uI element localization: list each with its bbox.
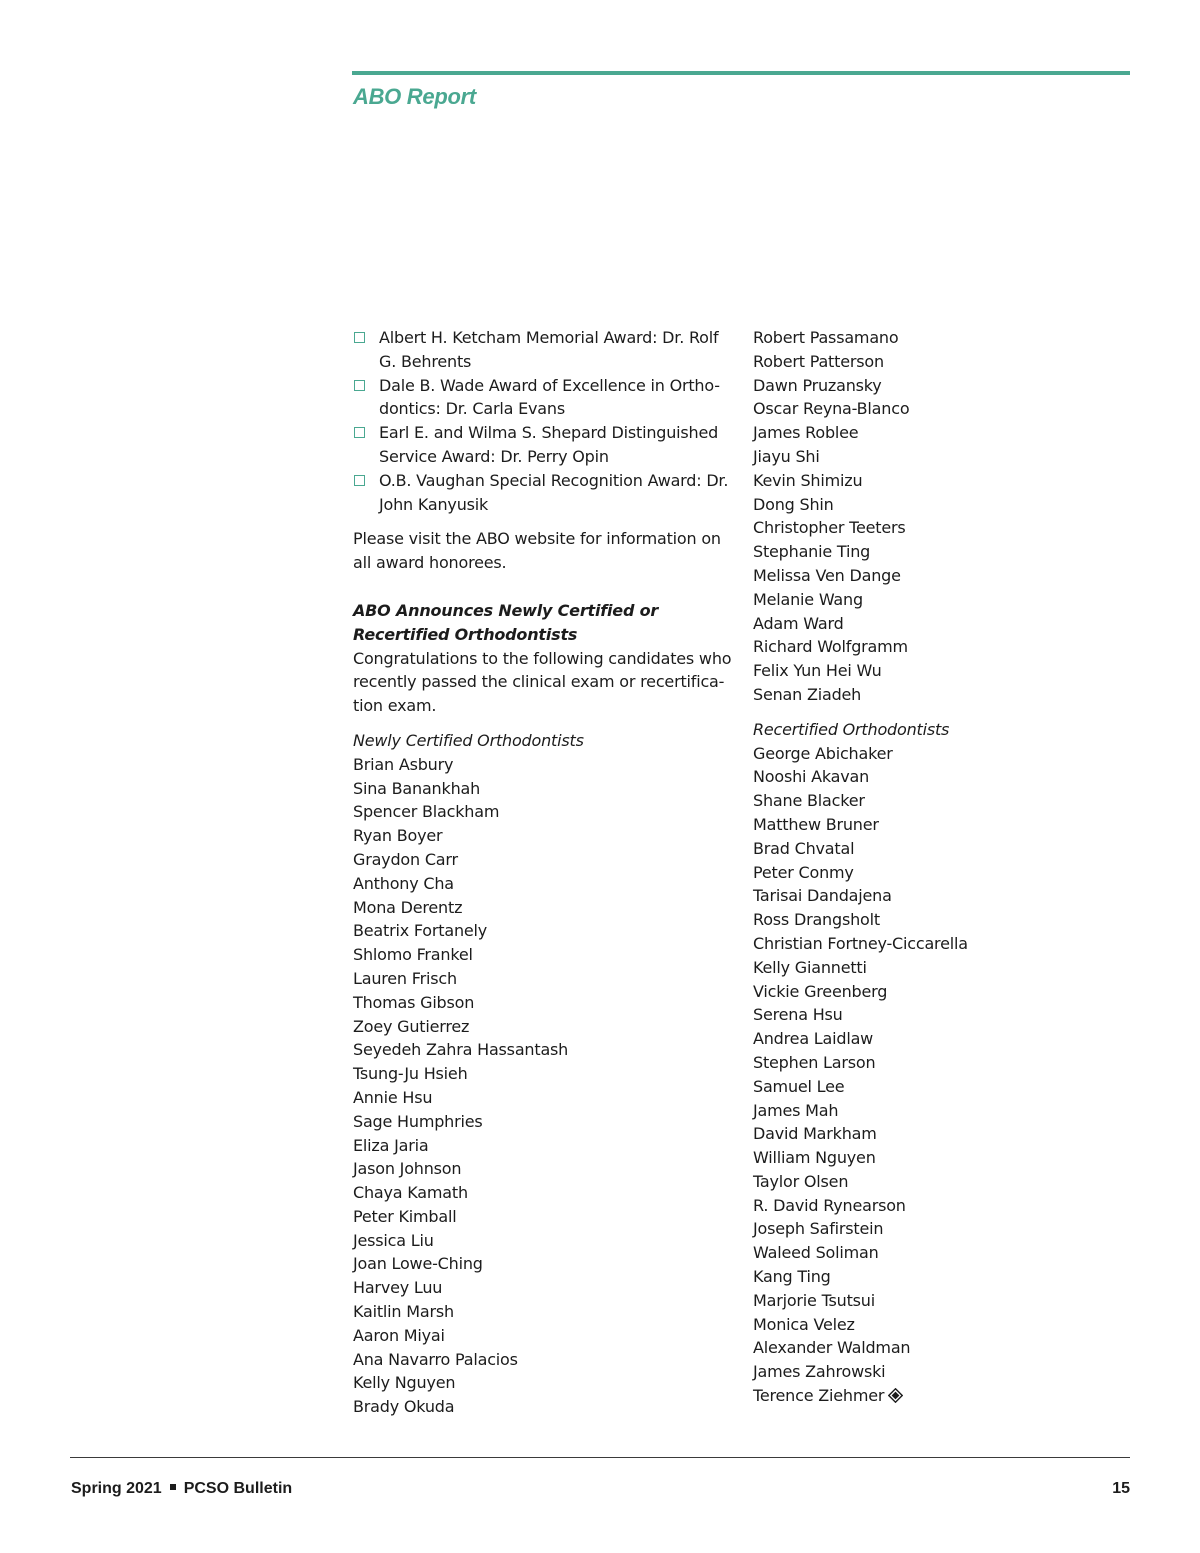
name-item: William Nguyen [753,1148,876,1168]
name-item: Thomas Gibson [353,992,475,1012]
visit-website-paragraph: Please visit the ABO website for information on all award honorees. [353,529,721,573]
name-item: Adam Ward [753,613,844,633]
name-item: Sage Humphries [353,1111,483,1131]
name-item: Peter Conmy [753,862,854,882]
name-item: Eliza Jaria [353,1135,429,1155]
name-item: Spencer Blackham [353,802,500,822]
name-item: Matthew Bruner [753,814,879,834]
name-item: Jessica Liu [353,1230,434,1250]
name-item: Kaitlin Marsh [353,1302,454,1322]
name-item: Serena Hsu [753,1005,843,1025]
right-column [753,326,1083,1408]
award-text: Earl E. and Wilma S. Shepard Distinguished Service Award: Dr. Perry Opin [379,423,719,466]
name-item: Taylor Olsen [753,1171,849,1191]
square-bullet-icon [354,380,365,391]
recertified-list [753,742,1083,1408]
name-item: Sina Banankhah [353,778,481,798]
name-item: Jason Johnson [353,1159,462,1179]
award-text: Albert H. Ketcham Memorial Award: Dr. Rolf G. Behrents [379,328,719,371]
name-item: Stephanie Ting [753,542,871,562]
award-item [353,421,733,469]
name-item: Dong Shin [753,494,834,514]
name-item: Samuel Lee [753,1076,845,1096]
footer-publication: PCSO Bulletin [183,1480,293,1497]
name-item: David Markham [753,1124,877,1144]
name-item: Kelly Giannetti [753,957,867,977]
awards-list [353,326,733,516]
name-item: Ross Drangsholt [753,910,880,930]
name-item: Melanie Wang [753,589,863,609]
name-item: Vickie Greenberg [753,981,888,1001]
name-item: Christian Fortney-Ciccarella [753,933,968,953]
name-item: Waleed Soliman [753,1243,879,1263]
name-item: Dawn Pruzansky [753,375,882,395]
name-item: Aaron Miyai [353,1325,445,1345]
name-item: Brad Chvatal [753,838,855,858]
square-bullet-icon [354,427,365,438]
name-item: Zoey Gutierrez [353,1016,470,1036]
square-separator-icon [170,1484,176,1490]
name-item: Monica Velez [753,1314,855,1334]
section-title: ABO Report [353,84,476,109]
name-item: Shane Blacker [753,791,865,811]
name-item: Beatrix Fortanely [353,921,488,941]
name-item: Alexander Waldman [753,1338,911,1358]
page-number: 15 [1112,1480,1130,1497]
name-item: R. David Rynearson [753,1195,906,1215]
name-item: Seyedeh Zahra Hassantash [353,1040,569,1060]
header-rule [352,71,1130,75]
name-item: Christopher Teeters [753,518,906,538]
footer-issue-date: Spring 2021 [71,1480,162,1497]
award-text: O.B. Vaughan Special Recognition Award: Dr. John Kanyusik [379,470,729,514]
footer-issue [71,1480,292,1498]
name-item: Harvey Luu [353,1278,443,1298]
name-item: Peter Kimball [353,1206,457,1226]
name-item: Kevin Shimizu [753,470,863,490]
name-item: Stephen Larson [753,1052,876,1072]
left-column [353,326,733,1419]
recertified-title: Recertified Orthodontists [753,719,950,739]
square-bullet-icon [354,332,365,343]
name-item: Kang Ting [753,1267,831,1287]
award-item [353,374,733,422]
name-item: Kelly Nguyen [353,1373,456,1393]
name-item: George Abichaker [753,743,893,763]
name-item: Tarisai Dandajena [753,886,892,906]
award-text: Dale B. Wade Award of Excellence in Ortho-dontics: Dr. Carla Evans [379,375,720,419]
square-bullet-icon [354,475,365,486]
name-item: Robert Passamano [753,328,899,347]
announcement-heading: ABO Announces Newly Certified or Recertified Orthodontists [353,600,659,644]
newly-certified-list-continued [753,326,1083,707]
name-item: Ryan Boyer [353,826,443,846]
name-item: Joan Lowe-Ching [353,1254,483,1274]
newly-certified-title: Newly Certified Orthodontists [353,730,584,750]
end-of-article-diamond-icon [888,1388,903,1403]
name-item: Ana Navarro Palacios [353,1349,518,1369]
name-item: Senan Ziadeh [753,684,862,704]
name-item: Tsung-Ju Hsieh [353,1064,468,1084]
name-item: Brian Asbury [353,754,454,774]
name-item: Melissa Ven Dange [753,565,901,585]
footer-rule [70,1457,1130,1458]
name-item: James Roblee [753,423,859,443]
award-item [353,326,733,374]
name-item: Andrea Laidlaw [753,1029,874,1049]
name-item: Lauren Frisch [353,968,457,988]
newly-certified-list [353,753,733,1419]
name-item: Richard Wolfgramm [753,637,908,657]
name-item: Chaya Kamath [353,1183,468,1203]
name-item: Mona Derentz [353,897,463,917]
name-item: Annie Hsu [353,1087,433,1107]
name-item: Nooshi Akavan [753,767,870,787]
name-item: Graydon Carr [353,849,458,869]
name-item: Marjorie Tsutsui [753,1290,875,1310]
name-item: James Mah [753,1100,839,1120]
name-item: Jiayu Shi [753,446,820,466]
name-item: Brady Okuda [353,1397,455,1417]
award-item [353,469,733,517]
name-item: Terence Ziehmer [753,1384,1083,1408]
name-item: Joseph Safirstein [753,1219,884,1239]
name-item: Robert Patterson [753,351,884,371]
name-item: Anthony Cha [353,873,454,893]
name-item: Oscar Reyna-Blanco [753,399,910,419]
name-item: Shlomo Frankel [353,945,473,965]
name-item: James Zahrowski [753,1362,886,1382]
announcement-body: Congratulations to the following candidates who recently passed the clinical exam or recertifica-tion exam. [353,648,732,716]
name-item: Felix Yun Hei Wu [753,661,882,681]
